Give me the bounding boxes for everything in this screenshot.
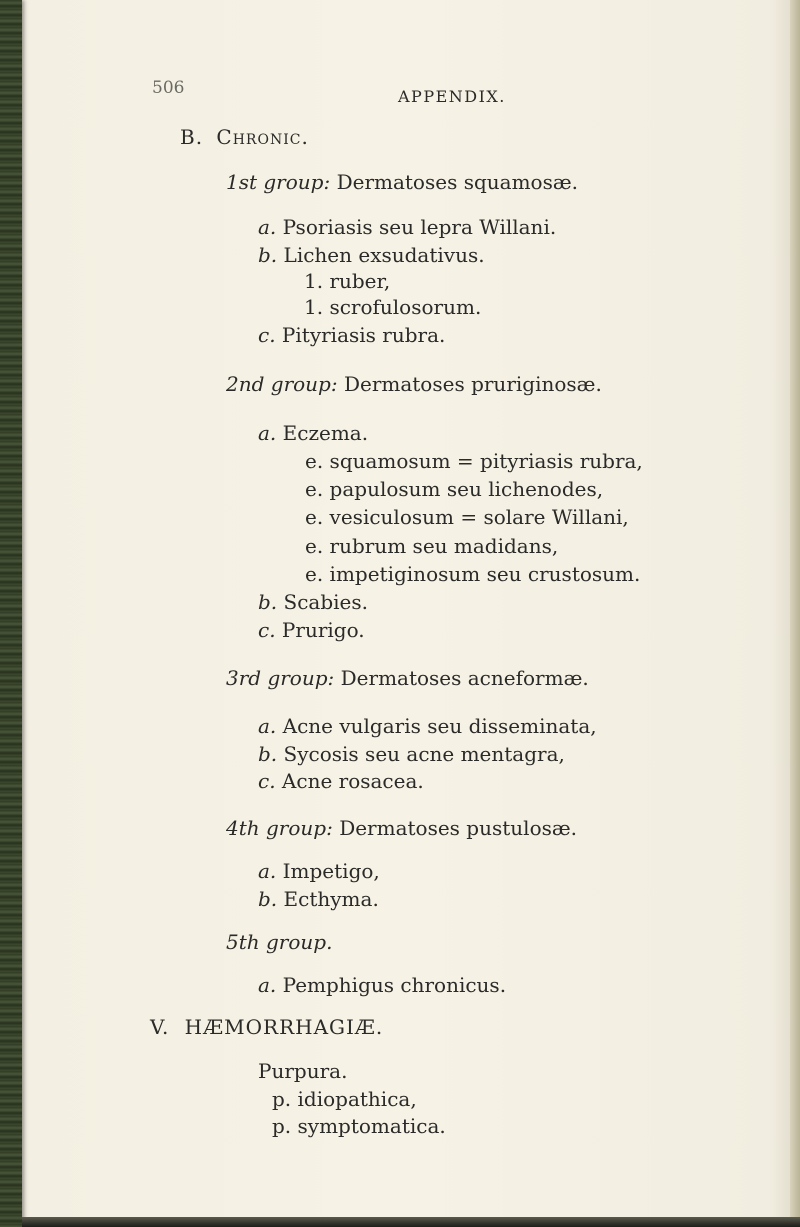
group-label: 2nd group: xyxy=(226,372,338,396)
item-text: p. idiopathica, xyxy=(272,1087,417,1111)
group-label: 4th group: xyxy=(226,816,333,840)
item-text: Impetigo, xyxy=(282,859,380,883)
item-mark: a. xyxy=(258,714,277,738)
running-header: APPENDIX. xyxy=(398,87,506,106)
item-mark: a. xyxy=(258,973,277,997)
list-item xyxy=(258,771,424,791)
list-item xyxy=(258,889,379,909)
section-b-heading xyxy=(180,127,309,147)
item-text: 1. ruber, xyxy=(304,269,391,293)
item-text: Pityriasis rubra. xyxy=(281,323,446,347)
item-text: e. squamosum = pityriasis rubra, xyxy=(305,449,643,473)
list-item xyxy=(258,716,597,736)
item-mark: b. xyxy=(258,742,278,766)
item-text: e. papulosum seu lichenodes, xyxy=(305,477,604,501)
item-mark: b. xyxy=(258,887,278,911)
item-text: Acne vulgaris seu disseminata, xyxy=(282,714,597,738)
list-item xyxy=(272,1116,446,1136)
item-mark: b. xyxy=(258,590,278,614)
page-number: 506 xyxy=(152,78,185,98)
item-mark: a. xyxy=(258,215,277,239)
list-item xyxy=(305,451,643,471)
list-item xyxy=(258,1061,347,1081)
item-text: 1. scrofulosorum. xyxy=(304,295,482,319)
list-item xyxy=(258,592,368,612)
item-text: p. symptomatica. xyxy=(272,1114,446,1138)
group-label: 5th group. xyxy=(226,930,333,954)
item-text: e. rubrum seu madidans, xyxy=(305,534,559,558)
item-text: Ecthyma. xyxy=(283,887,379,911)
item-text: Prurigo. xyxy=(281,618,365,642)
list-item xyxy=(258,245,485,265)
list-item xyxy=(305,564,640,584)
group-heading xyxy=(226,374,602,394)
section-title: Chronic. xyxy=(216,125,309,149)
list-item xyxy=(304,297,481,317)
list-item xyxy=(304,271,390,291)
item-mark: a. xyxy=(258,421,277,445)
item-mark: c. xyxy=(258,618,276,642)
list-item xyxy=(258,861,380,881)
item-text: Lichen exsudativus. xyxy=(283,243,485,267)
group-heading xyxy=(226,818,577,838)
item-text: Purpura. xyxy=(258,1059,348,1083)
list-item xyxy=(258,744,565,764)
page-edge xyxy=(790,0,800,1227)
list-item xyxy=(258,423,368,443)
item-text: Scabies. xyxy=(283,590,369,614)
item-text: Acne rosacea. xyxy=(281,769,424,793)
list-item xyxy=(258,217,556,237)
section-numeral: V. xyxy=(150,1015,170,1039)
item-text: Psoriasis seu lepra Willani. xyxy=(282,215,557,239)
group-label: 3rd group: xyxy=(226,666,335,690)
list-item xyxy=(305,479,603,499)
group-heading xyxy=(226,668,589,688)
group-title: Dermatoses squamosæ. xyxy=(336,170,578,194)
item-text: e. impetiginosum seu crustosum. xyxy=(305,562,641,586)
item-text: Sycosis seu acne mentagra, xyxy=(283,742,565,766)
group-heading xyxy=(226,932,332,952)
item-mark: c. xyxy=(258,323,276,347)
page-bottom-edge xyxy=(22,1217,800,1227)
item-text: Eczema. xyxy=(282,421,369,445)
section-title: HÆMORRHAGIÆ. xyxy=(184,1015,384,1039)
list-item xyxy=(258,975,506,995)
group-title: Dermatoses pustulosæ. xyxy=(339,816,578,840)
item-mark: b. xyxy=(258,243,278,267)
book-spine xyxy=(0,0,22,1227)
group-title: Dermatoses pruriginosæ. xyxy=(343,372,602,396)
list-item xyxy=(258,325,445,345)
list-item xyxy=(258,620,365,640)
item-mark: a. xyxy=(258,859,277,883)
item-text: e. vesiculosum = solare Willani, xyxy=(305,505,629,529)
section-letter: B. xyxy=(180,125,204,149)
group-label: 1st group: xyxy=(226,170,331,194)
list-item xyxy=(305,536,558,556)
list-item xyxy=(305,507,629,527)
list-item xyxy=(272,1089,417,1109)
item-text: Pemphigus chronicus. xyxy=(282,973,507,997)
group-title: Dermatoses acneformæ. xyxy=(340,666,589,690)
item-mark: c. xyxy=(258,769,276,793)
section-v-heading xyxy=(150,1017,383,1037)
group-heading xyxy=(226,172,578,192)
